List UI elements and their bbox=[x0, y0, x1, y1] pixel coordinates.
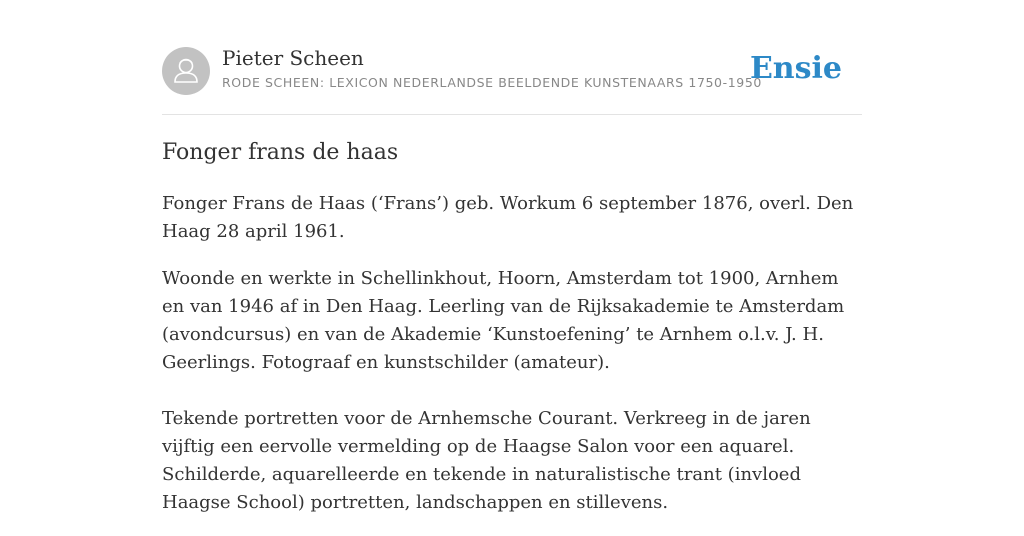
article-body bbox=[162, 190, 862, 536]
article-paragraph: Fonger Frans de Haas (‘Frans’) geb. Workum 6 september 1876, overl. Den Haag 28 april 1961. bbox=[162, 193, 854, 242]
avatar[interactable] bbox=[162, 47, 210, 95]
ensie-logo[interactable]: Ensie bbox=[749, 51, 842, 86]
article-header bbox=[162, 0, 862, 115]
article-title: Fonger frans de haas bbox=[162, 140, 399, 165]
user-icon bbox=[162, 47, 210, 95]
article-paragraph: Woonde en werkte in Schellinkhout, Hoorn, Amsterdam tot 1900, Arnhem en van 1946 af in Den Haag. Leerling van de Rijksakademie te Amsterdam (avondcursus) en van de Akademie ‘Kunstoefening’ te Arnhem o.l.v. J. H. Geerlings. Fotograaf en kunstschilder (amateur). Tekende portretten voor de Arnhemsche Courant. Verkreeg in de jaren vijftig een eervolle vermelding op de Haagse Salon voor een aquarel. Schilderde, aquarelleerde en tekende in naturalistische trant (invloed Haagse School) portretten, landschappen en stillevens. bbox=[162, 268, 845, 513]
source-title[interactable]: RODE SCHEEN: LEXICON NEDERLANDSE BEELDENDE KUNSTENAARS 1750-1950 bbox=[222, 75, 762, 90]
page bbox=[162, 0, 862, 513]
author-name[interactable]: Pieter Scheen bbox=[222, 46, 364, 70]
